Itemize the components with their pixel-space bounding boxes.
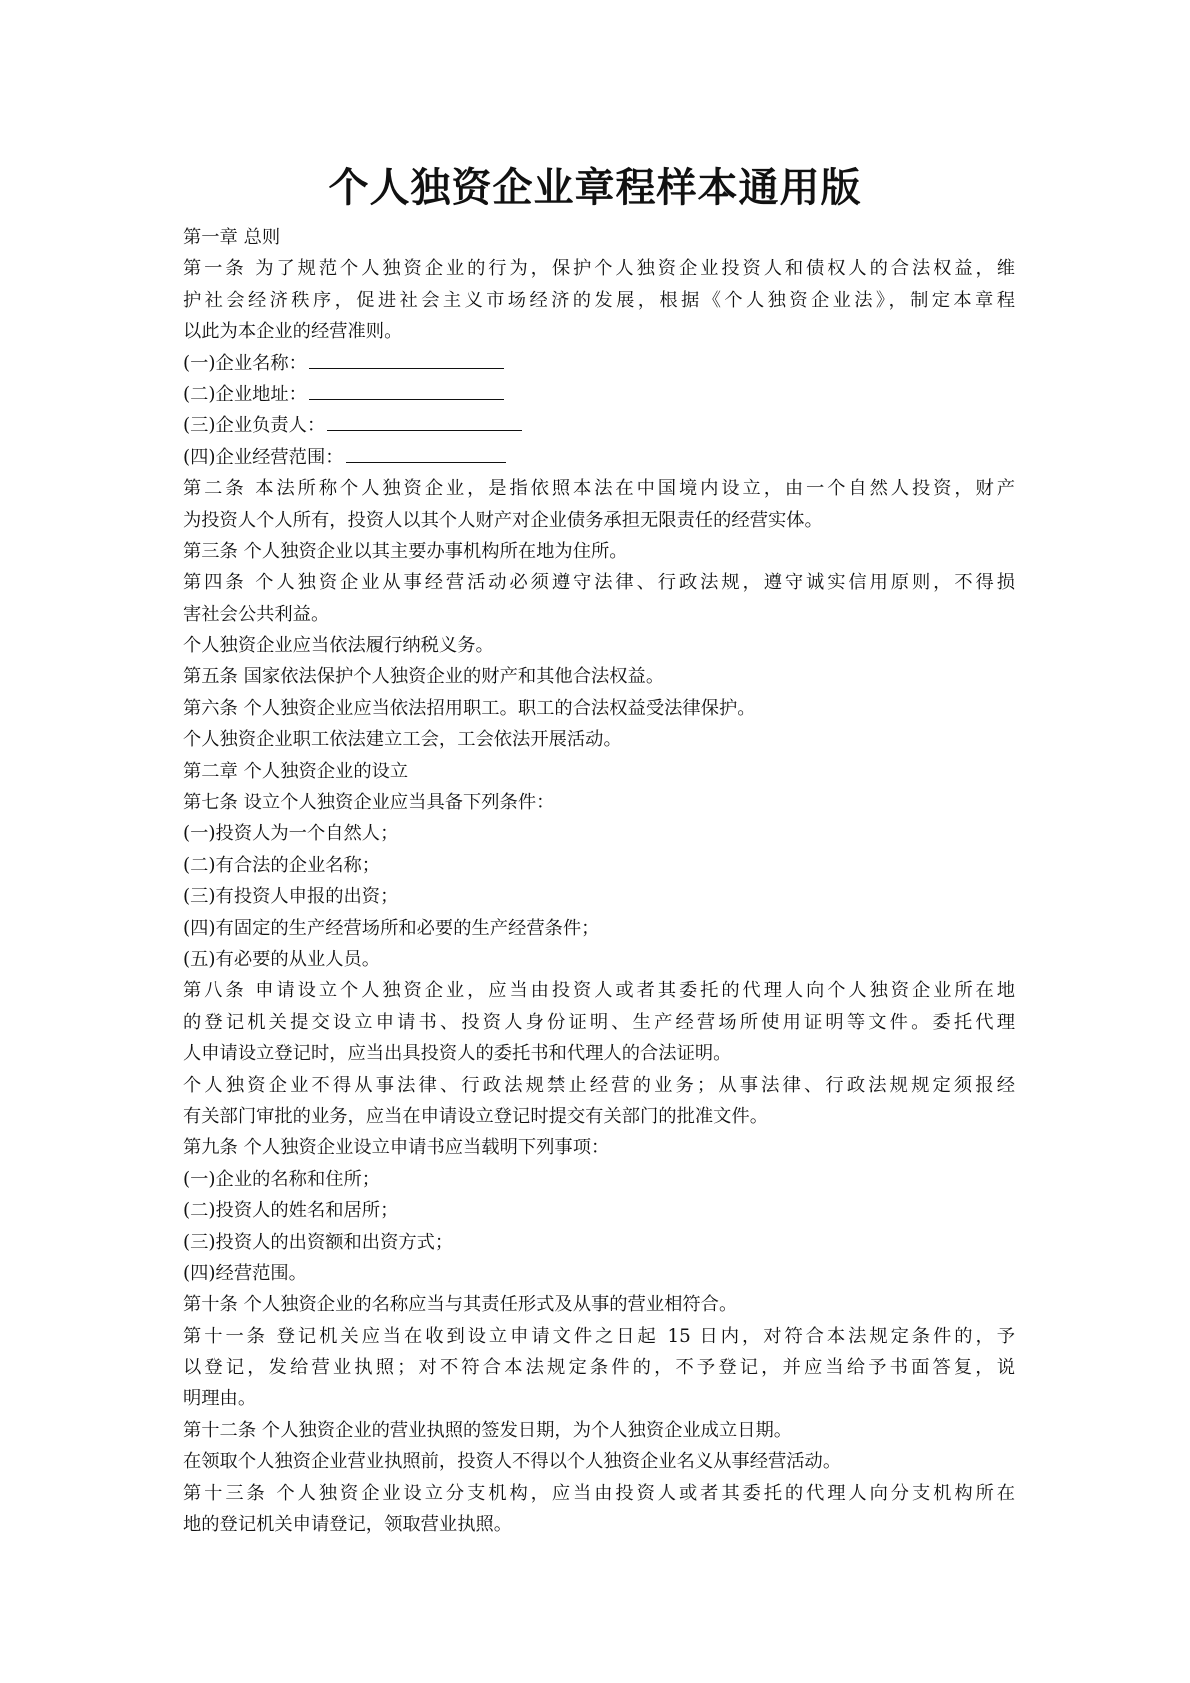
line-text: 第一章 总则 (183, 227, 281, 248)
line-text: 个人独资企业应当依法履行纳税义务。 (183, 635, 494, 657)
document-line (183, 881, 1015, 912)
line-text: 第二章 个人独资企业的设立 (183, 760, 409, 782)
line-text: 第九条 个人独资企业设立申请书应当载明下列事项： (183, 1137, 610, 1159)
document-line (183, 1446, 1015, 1477)
document-line (183, 1164, 1015, 1195)
line-text: 在领取个人独资企业营业执照前，投资人不得以个人独资企业名义从事经营活动。 (183, 1451, 842, 1473)
document-line (183, 1195, 1015, 1226)
line-text: 个人独资企业职工依法建立工会，工会依法开展活动。 (183, 729, 622, 751)
blank-underline (309, 348, 504, 369)
document-title: 个人独资企业章程样本通用版 (328, 164, 862, 211)
document-line (183, 599, 1015, 630)
line-text: 第十二条 个人独资企业的营业执照的签发日期，为个人独资企业成立日期。 (183, 1419, 793, 1441)
document-line (183, 1478, 1015, 1509)
document-line (183, 567, 1015, 598)
line-text: (三)企业负责人： (183, 415, 326, 437)
document-line (183, 630, 1015, 661)
line-text: 以登记，发给营业执照；对不符合本法规定条件的，不予登记，并应当给予书面答复，说 (183, 1357, 1015, 1379)
document-line (183, 1132, 1015, 1163)
line-text: (三)投资人的出资额和出资方式； (183, 1231, 454, 1253)
document-line (183, 1227, 1015, 1258)
document-line (183, 473, 1015, 504)
document-line (183, 975, 1015, 1006)
document-line (183, 1038, 1015, 1069)
document-line (183, 944, 1015, 975)
document-line (183, 253, 1015, 284)
form-field-line (183, 379, 1015, 410)
document-line (183, 316, 1015, 347)
line-text: 第三条 个人独资企业以其主要办事机构所在地为住所。 (183, 540, 628, 562)
line-text: (一)企业的名称和住所； (183, 1168, 381, 1190)
line-text: (四)有固定的生产经营场所和必要的生产经营条件； (183, 917, 600, 939)
document-line (183, 850, 1015, 881)
document-line (183, 787, 1015, 818)
document-line (183, 1289, 1015, 1320)
line-text: 有关部门审批的业务，应当在申请设立登记时提交有关部门的批准文件。 (183, 1105, 768, 1127)
document-line (183, 818, 1015, 849)
document-line (183, 661, 1015, 692)
document-line (183, 1509, 1015, 1540)
document-line (183, 505, 1015, 536)
line-text: 第五条 国家依法保护个人独资企业的财产和其他合法权益。 (183, 666, 665, 688)
line-text: (四)企业经营范围： (183, 446, 344, 468)
line-text: 第四条 个人独资企业从事经营活动必须遵守法律、行政法规，遵守诚实信用原则，不得损 (183, 572, 1015, 594)
line-text: (一)企业名称： (183, 352, 307, 374)
line-text: (二)企业地址： (183, 383, 307, 405)
document-line (183, 1101, 1015, 1132)
document-body (183, 222, 1015, 1540)
line-text: 第六条 个人独资企业应当依法招用职工。职工的合法权益受法律保护。 (183, 697, 756, 719)
line-text: 第十条 个人独资企业的名称应当与其责任形式及从事的营业相符合。 (183, 1294, 738, 1316)
line-text: 人申请设立登记时，应当出具投资人的委托书和代理人的合法证明。 (183, 1043, 732, 1065)
line-text: 第十三条 个人独资企业设立分支机构，应当由投资人或者其委托的代理人向分支机构所在 (183, 1482, 1015, 1504)
blank-underline (327, 410, 522, 431)
line-text: 第八条 申请设立个人独资企业，应当由投资人或者其委托的代理人向个人独资企业所在地 (183, 980, 1015, 1002)
line-text: 第二条 本法所称个人独资企业，是指依照本法在中国境内设立，由一个自然人投资，财产 (183, 478, 1015, 500)
line-text: (二)有合法的企业名称； (183, 854, 381, 876)
form-field-line (183, 410, 1015, 441)
line-text: (二)投资人的姓名和居所； (183, 1200, 399, 1222)
line-text: (一)投资人为一个自然人； (183, 823, 399, 845)
form-field-line (183, 442, 1015, 473)
document-line (183, 1007, 1015, 1038)
document-line (183, 724, 1015, 755)
line-text: 第十一条 登记机关应当在收到设立申请文件之日起 15 日内，对符合本法规定条件的，予 (183, 1325, 1015, 1347)
line-text: 地的登记机关申请登记，领取营业执照。 (183, 1514, 513, 1536)
document-line (183, 1352, 1015, 1383)
document-line (183, 285, 1015, 316)
document-line (183, 1321, 1015, 1352)
line-text: (五)有必要的从业人员。 (183, 948, 381, 970)
document-line (183, 913, 1015, 944)
line-text: 的登记机关提交设立申请书、投资人身份证明、生产经营场所使用证明等文件。委托代理 (183, 1011, 1015, 1033)
line-text: 护社会经济秩序，促进社会主义市场经济的发展，根据《个人独资企业法》，制定本章程 (183, 289, 1015, 311)
line-text: 害社会公共利益。 (183, 603, 330, 625)
document-line (183, 1415, 1015, 1446)
form-field-line (183, 348, 1015, 379)
line-text: (四)经营范围。 (183, 1262, 307, 1284)
document-line (183, 222, 1015, 253)
document-line (183, 693, 1015, 724)
document-line (183, 756, 1015, 787)
line-text: 第一条 为了规范个人独资企业的行为，保护个人独资企业投资人和债权人的合法权益，维 (183, 258, 1015, 280)
line-text: 第七条 设立个人独资企业应当具备下列条件： (183, 792, 555, 814)
document-line (183, 536, 1015, 567)
line-text: 为投资人个人所有，投资人以其个人财产对企业债务承担无限责任的经营实体。 (183, 509, 823, 531)
line-text: 明理由。 (183, 1388, 257, 1410)
document-line (183, 1070, 1015, 1101)
document-line (183, 1258, 1015, 1289)
line-text: (三)有投资人申报的出资； (183, 886, 399, 908)
line-text: 以此为本企业的经营准则。 (183, 321, 403, 343)
line-text: 个人独资企业不得从事法律、行政法规禁止经营的业务；从事法律、行政法规规定须报经 (183, 1074, 1015, 1096)
blank-underline (346, 442, 506, 463)
document-line (183, 1383, 1015, 1414)
blank-underline (309, 379, 504, 400)
